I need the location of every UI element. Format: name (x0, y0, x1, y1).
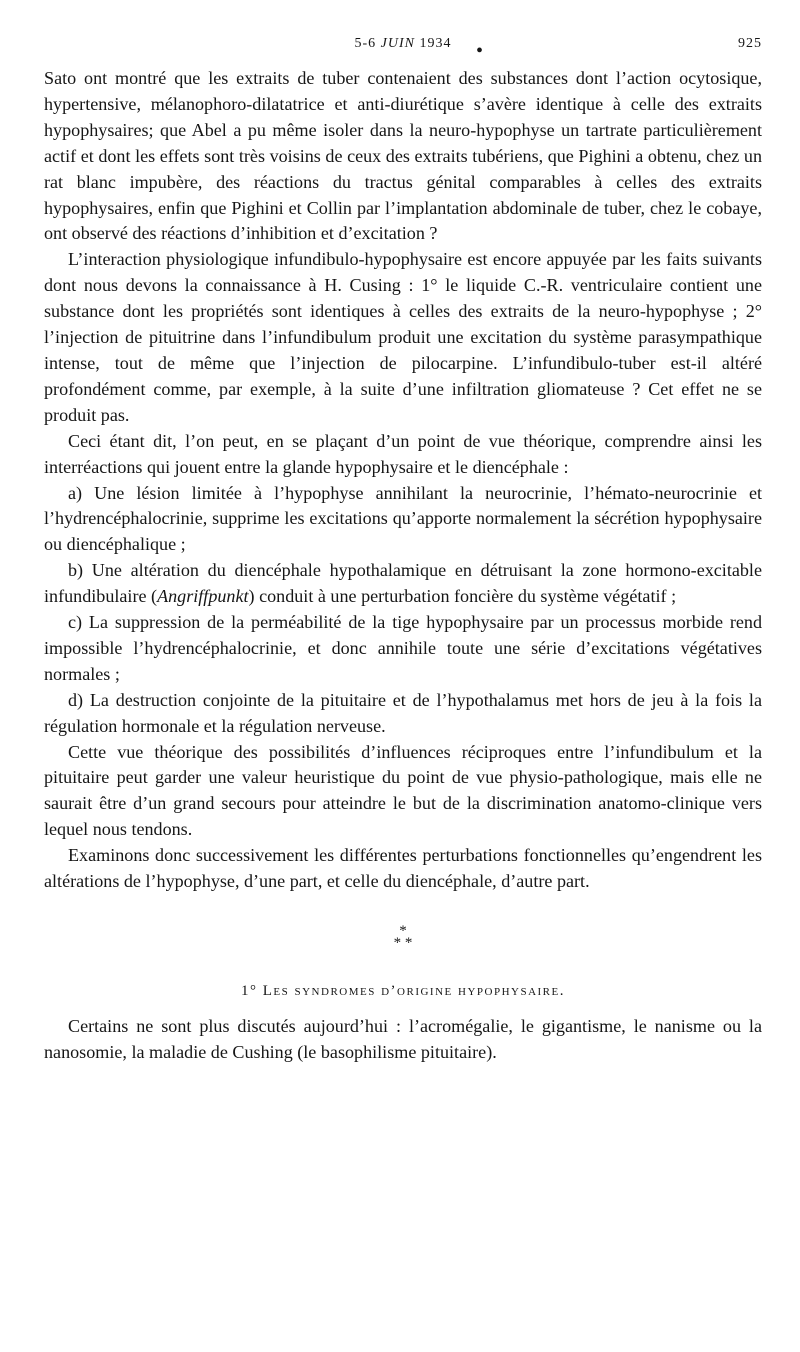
section-title: 1° Les syndromes d’origine hypophysaire. (241, 983, 565, 999)
section-separator: * * * (393, 923, 413, 951)
list-item-b-after: ) conduit à une perturbation foncière du système végétatif ; (248, 586, 677, 607)
page-number: 925 (738, 36, 762, 51)
paragraph-6: Certains ne sont plus discutés aujourd’hui : l’acromégalie, le gigantisme, le nanisme ou la nanosomie, la maladie de Cushing (le basophilisme pituitaire). (44, 1016, 762, 1062)
header-dot: • (476, 40, 485, 62)
list-item-c: c) La suppression de la perméabilité de la tige hypophysaire par un processus morbide rend impossible l’hydrencéphalocrinie, et donc annihile toute une série d’excitations végétatives normales ; (44, 612, 762, 684)
list-item-b-before: b) Une altération du diencéphale hypothalamique en détruisant la zone hormono-excitable infundibulaire ( (44, 560, 762, 607)
running-header (44, 36, 762, 66)
list-item-b (44, 558, 762, 610)
paragraph-4: Cette vue théorique des possibilités d’influences réciproques entre l’infundibulum et la pituitaire peut garder une valeur heuristique du point de vue physio-pathologique, mais elle ne saurait être d’un grand secours pour atteindre le but de la discrimination anatomo-clinique vers lequel nous tendons. (44, 741, 762, 840)
header-date-month: JUIN (380, 36, 415, 51)
header-date-year: 1934 (419, 36, 452, 51)
list-item-a: a) Une lésion limitée à l’hypophyse annihilant la neurocrinie, l’hémato-neurocrinie et l’hydrencéphalocrinie, supprime les excitations qu’apporte normalement la sécrétion hypophysaire ou diencéphalique ; (44, 482, 762, 555)
page (44, 36, 762, 1066)
header-date-prefix: 5-6 (354, 36, 377, 51)
paragraph-3: Ceci étant dit, l’on peut, en se plaçant d’un point de vue théorique, comprendre ainsi les interréactions qui jouent entre la glande hypophysaire et le diencéphale : (44, 430, 762, 477)
paragraph-5: Examinons donc successivement les différentes perturbations fonctionnelles qu’engendrent les altérations de l’hypophyse, d’une part, et celle du diencéphale, d’autre part. (44, 845, 762, 892)
paragraph-2: L’interaction physiologique infundibulo-hypophysaire est encore appuyée par les faits suivants dont nous devons la connaissance à H. Cusing : 1° le liquide C.-R. ventriculaire contient une substance dont les propriétés sont identiques à celles des extraits de la neuro-hypophyse ; 2° l’injection de pituitrine dans l’infundibulum produit une excitation du système parasympathique intense, tout de même que l’injection de pilocarpine. L’infundibulo-tuber est-il altéré profondément comme, par exemple, à la suite d’une infiltration gliomateuse ? Cet effet ne se produit pas. (44, 249, 762, 425)
list-item-d: d) La destruction conjointe de la pituitaire et de l’hypothalamus met hors de jeu à la fois la régulation hormonale et la régulation nerveuse. (44, 689, 762, 736)
header-date (44, 36, 762, 52)
body-text (44, 66, 762, 1066)
paragraph-1: Sato ont montré que les extraits de tuber contenaient des substances dont l’action ocytosique, hypertensive, mélanophoro-dilatatrice et anti-diurétique s’avère identique à celle des extraits hypophysaires; que Abel a pu même isoler dans la neuro-hypophyse un tartrate particulièrement actif et dont les effets sont très voisins de ceux des extraits tubériens, que Pighini a obtenu, chez un rat blanc impubère, des réactions du tractus génital comparables à celles des extraits hypophysaires, enfin que Pighini et Collin par l’implantation abdominale de tuber, chez le cobaye, ont observé des réactions d’inhibition et d’excitation ? (44, 68, 762, 244)
list-item-b-italic: Angriffpunkt (157, 586, 249, 607)
